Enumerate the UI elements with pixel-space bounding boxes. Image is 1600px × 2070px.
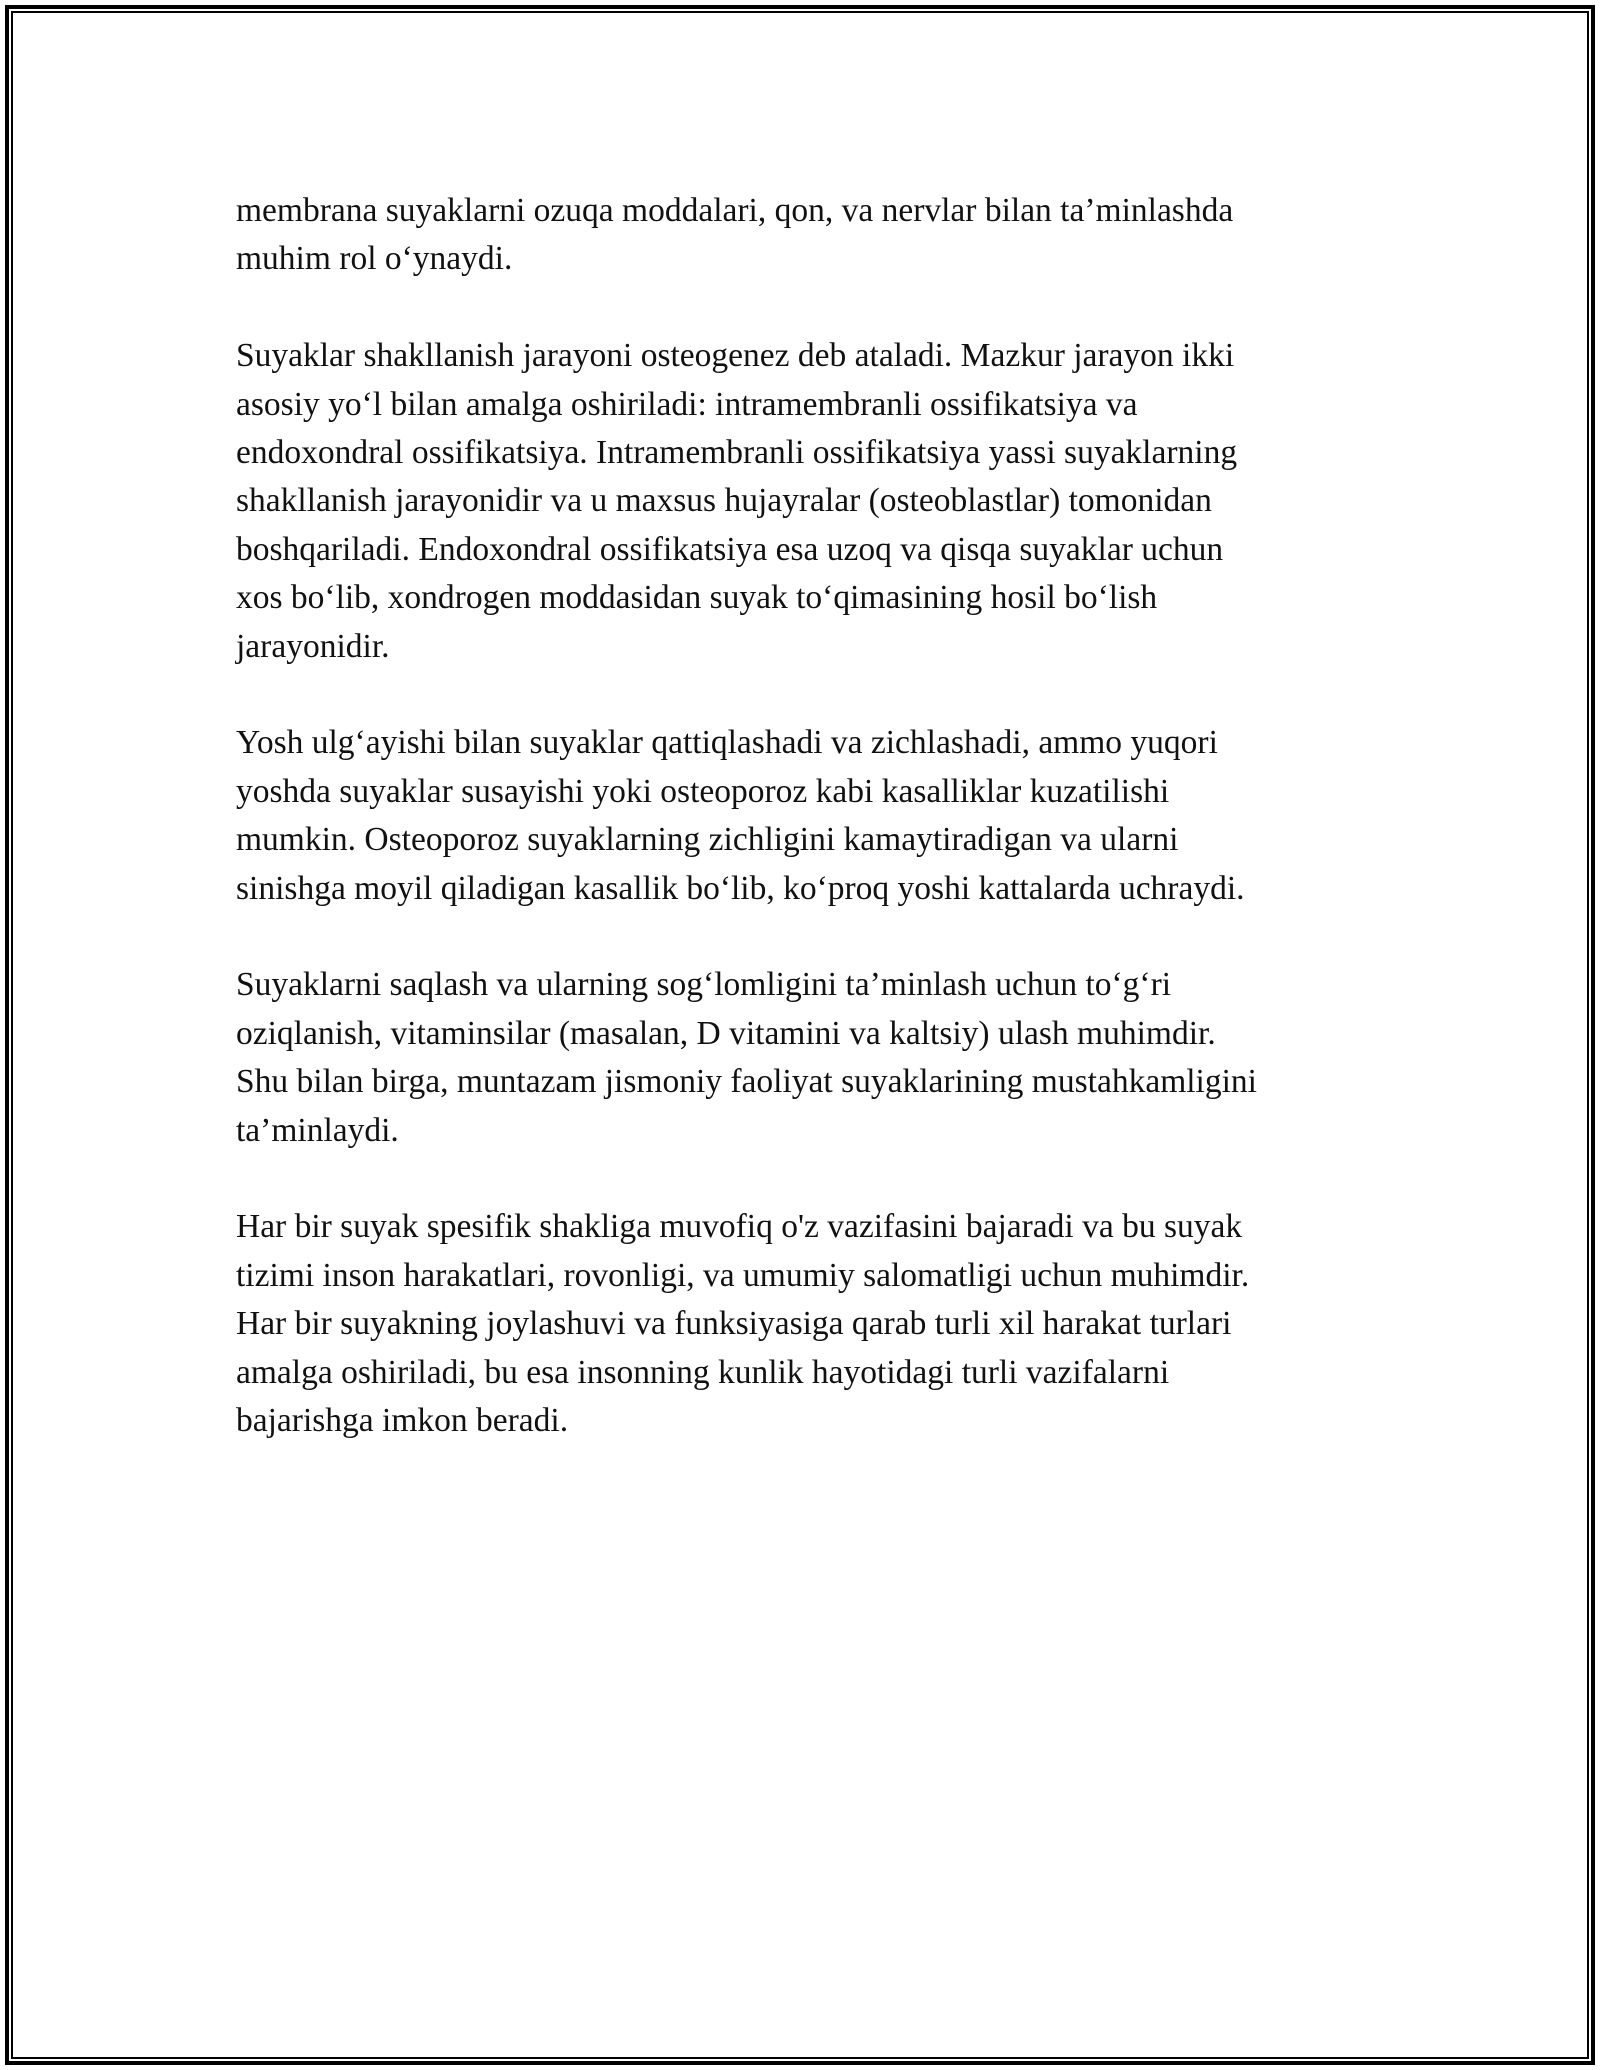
paragraph: Yosh ulg‘ayishi bilan suyaklar qattiqlashadi va zichlashadi, ammo yuqori yoshda suyaklar susayishi yoki osteoporoz kabi kasalliklar kuzatilishi mumkin. Osteoporoz suyaklarning zichligini kamaytiradigan va ularni sinishga moyil qiladigan kasallik bo‘lib, ko‘proq yoshi kattalarda uchraydi. <box>236 724 1245 907</box>
paragraph: membrana suyaklarni ozuqa moddalari, qon, va nervlar bilan ta’minlashda muhim rol o‘ynaydi. <box>236 192 1234 278</box>
paragraph: Suyaklar shakllanish jarayoni osteogenez deb ataladi. Mazkur jarayon ikki asosiy yo‘l bilan amalga oshiriladi: intramembranli ossifikatsiya va endoxondral ossifikatsiya. Intramembranli ossifikatsiya yassi suyaklarning shakllanish jarayonidir va u maxsus hujayralar (osteoblastlar) tomonidan boshqariladi. Endoxondral ossifikatsiya esa uzoq va qisqa suyaklar uchun xos bo‘lib, xondrogen moddasidan suyak to‘qimasining hosil bo‘lish jarayonidir. <box>236 337 1238 665</box>
paragraph: Suyaklarni saqlash va ularning sog‘lomligini ta’minlash uchun to‘g‘ri oziqlanish, vitaminsilar (masalan, D vitamini va kaltsiy) ulash muhimdir. Shu bilan birga, muntazam jismoniy faoliyat suyaklarining mustahkamligini ta’minlaydi. <box>236 966 1257 1149</box>
paragraph: Har bir suyak spesifik shakliga muvofiq o'z vazifasini bajaradi va bu suyak tizimi inson harakatlari, rovonligi, va umumiy salomatligi uchun muhimdir. Har bir suyakning joylashuvi va funksiyasiga qarab turli xil harakat turlari amalga oshiriladi, bu esa insonning kunlik hayotidagi turli vazifalarni bajarishga imkon beradi. <box>236 1208 1250 1440</box>
document-body <box>236 187 1396 1446</box>
